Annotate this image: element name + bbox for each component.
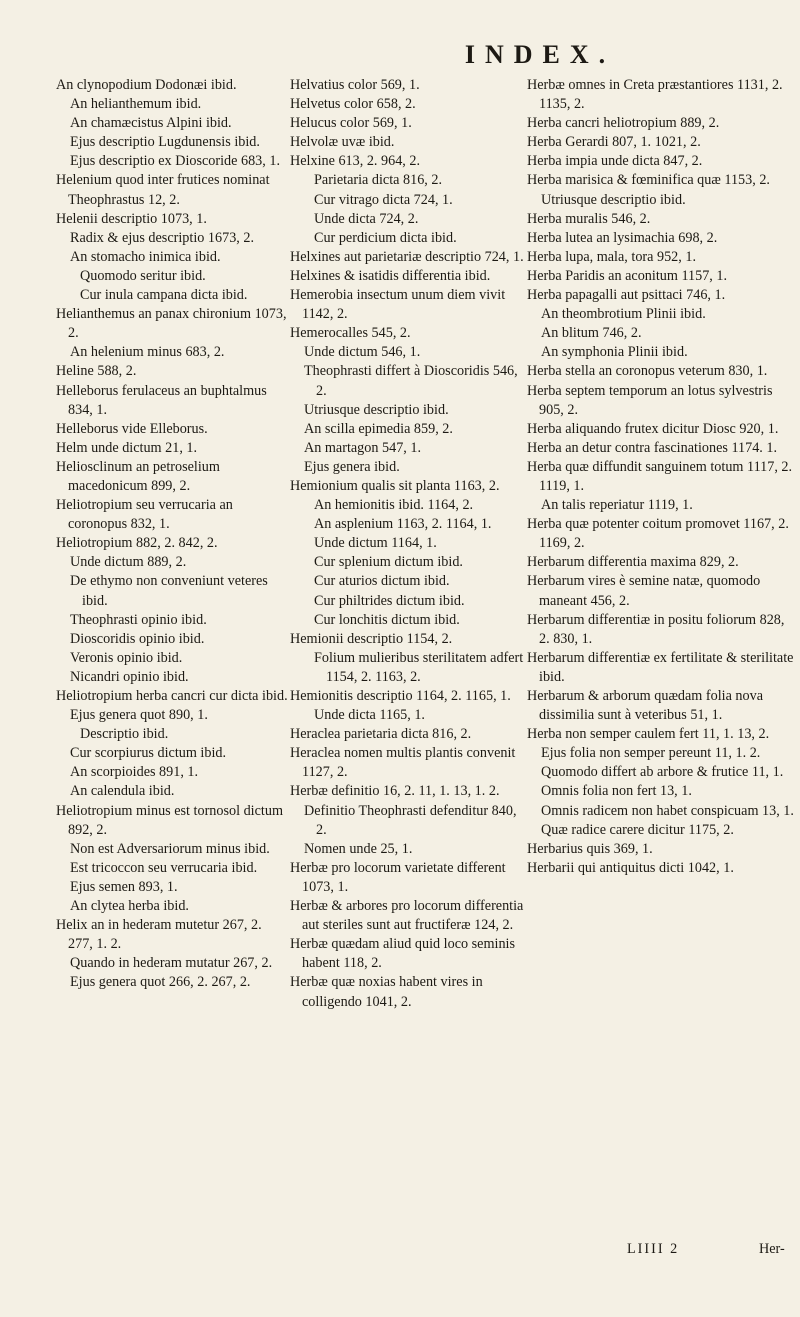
index-entry: Helucus color 569, 1. <box>290 115 412 132</box>
index-entry: Herba cancri heliotropium 889, 2. <box>527 115 720 132</box>
index-entry: An talis reperiatur 1119, 1. <box>541 497 693 514</box>
index-entry: An chamæcistus Alpini ibid. <box>70 115 232 132</box>
index-entry: Cur inula campana dicta ibid. <box>80 287 248 304</box>
index-entry: Helxines aut parietariæ descriptio 724, 1. <box>290 248 524 265</box>
page-title: INDEX. <box>464 40 616 69</box>
index-column-right <box>527 76 795 878</box>
index-entry: Herba an detur contra fascinationes 1174. 1. <box>527 439 778 456</box>
index-entry: An martagon 547, 1. <box>304 439 422 456</box>
index-entry: An symphonia Plinii ibid. <box>541 344 688 361</box>
index-entry: Heliotropium 882, 2. 842, 2. <box>56 535 218 552</box>
index-entry: Hemerocalles 545, 2. <box>290 325 411 342</box>
index-entry: Herba aliquando frutex dicitur Diosc 920, 1. <box>527 420 779 437</box>
index-entry: Helenii descriptio 1073, 1. <box>56 210 207 227</box>
index-column-left <box>56 76 288 993</box>
index-entry: Herba quæ potenter coitum promovet 1167, 2. 1169, 2. <box>527 516 789 552</box>
index-entry: Ejus descriptio Lugdunensis ibid. <box>70 134 260 151</box>
index-entry: Herba Gerardi 807, 1. 1021, 2. <box>527 134 701 151</box>
index-entry: Ejus genera quot 890, 1. <box>70 707 208 724</box>
index-entry: Hemionitis descriptio 1164, 2. 1165, 1. <box>290 688 511 704</box>
index-entry: Helenium quod inter frutices nominat Theophrastus 12, 2. <box>56 172 270 208</box>
index-entry: An hemionitis ibid. 1164, 2. <box>314 497 474 514</box>
index-entry: Herba impia unde dicta 847, 2. <box>527 153 703 170</box>
index-entry: Herbarum differentiæ ex fertilitate & sterilitate ibid. <box>527 649 794 685</box>
index-entry: Nomen unde 25, 1. <box>304 840 413 857</box>
index-entry: Helvolæ uvæ ibid. <box>290 134 395 151</box>
index-entry: Heliosclinum an petroselium macedonicum 899, 2. <box>56 458 220 494</box>
index-entry: Herbarum vires è semine natæ, quomodo maneant 456, 2. <box>527 573 761 609</box>
index-entry: Hemerobia insectum unum diem vivit 1142, 2. <box>290 287 506 323</box>
index-entry: Folium mulieribus sterilitatem adfert 1154, 2. 1163, 2. <box>314 649 524 685</box>
index-entry: Herba non semper caulem fert 11, 1. 13, 2. <box>527 726 770 743</box>
index-entry: Herba marisica & fœminifica quæ 1153, 2. <box>527 172 770 189</box>
index-entry: An helianthemum ibid. <box>70 96 202 113</box>
index-entry: Omnis folia non fert 13, 1. <box>541 783 692 800</box>
index-entry: Unde dictum 889, 2. <box>70 554 187 571</box>
index-entry: Unde dictum 546, 1. <box>304 344 421 361</box>
index-entry: Heraclea parietaria dicta 816, 2. <box>290 726 472 743</box>
index-entry: Ejus descriptio ex Dioscoride 683, 1. <box>70 153 281 170</box>
index-entry: Cur splenium dictum ibid. <box>314 554 463 571</box>
index-entry: Herbæ omnes in Creta præstantiores 1131, 2. 1135, 2. <box>527 77 783 113</box>
index-entry: Herbæ pro locorum varietate different 1073, 1. <box>290 859 506 895</box>
index-entry: Cur vitrago dicta 724, 1. <box>314 191 453 208</box>
index-column-middle <box>290 76 524 1012</box>
index-entry: An scilla epimedia 859, 2. <box>304 420 453 437</box>
index-entry: Herba lupa, mala, tora 952, 1. <box>527 248 697 265</box>
index-entry: Unde dicta 1165, 1. <box>314 707 425 724</box>
index-entry: Descriptio ibid. <box>80 726 169 743</box>
index-entry: Utriusque descriptio ibid. <box>304 401 449 418</box>
index-entry: Herbarii qui antiquitus dicti 1042, 1. <box>527 859 734 876</box>
index-entry: Radix & ejus descriptio 1673, 2. <box>70 229 255 246</box>
index-entry: An clynopodium Dodonæi ibid. <box>56 77 237 93</box>
index-entry: Non est Adversariorum minus ibid. <box>70 840 270 857</box>
index-entry: Helvatius color 569, 1. <box>290 77 420 93</box>
index-entry: Helxines & isatidis differentia ibid. <box>290 267 491 284</box>
index-entry: Helianthemus an panax chironium 1073, 2. <box>56 306 287 342</box>
index-entry: Omnis radicem non habet conspicuam 13, 1. <box>541 802 794 819</box>
index-entry: Quando in hederam mutatur 267, 2. <box>70 955 273 972</box>
index-entry: Herbarum differentia maxima 829, 2. <box>527 554 739 571</box>
index-entry: An stomacho inimica ibid. <box>70 248 221 265</box>
index-entry: Herba lutea an lysimachia 698, 2. <box>527 229 718 246</box>
index-entry: Helleborus ferulaceus an buphtalmus 834, 1. <box>56 382 267 418</box>
index-entry: Heliotropium minus est tornosol dictum 892, 2. <box>56 802 283 838</box>
index-entry: Nicandri opinio ibid. <box>70 668 189 685</box>
index-entry: Helleborus vide Elleborus. <box>56 420 208 437</box>
index-entry: Herba papagalli aut psittaci 746, 1. <box>527 287 726 304</box>
index-entry: Herba muralis 546, 2. <box>527 210 651 227</box>
index-entry: Herbarius quis 369, 1. <box>527 840 653 857</box>
index-entry: Herba quæ diffundit sanguinem totum 1117, 2. 1119, 1. <box>527 458 793 494</box>
index-entry: An theombrotium Plinii ibid. <box>541 306 706 323</box>
index-entry: Heliotropium seu verrucaria an coronopus 832, 1. <box>56 497 233 533</box>
index-entry: Definitio Theophrasti defenditur 840, 2. <box>304 802 517 838</box>
index-entry: Quomodo seritur ibid. <box>80 267 206 284</box>
index-entry: Ejus genera ibid. <box>304 458 400 475</box>
index-entry: Unde dicta 724, 2. <box>314 210 419 227</box>
index-entry: Cur scorpiurus dictum ibid. <box>70 745 227 762</box>
index-entry: Unde dictum 1164, 1. <box>314 535 437 552</box>
index-entry: An clytea herba ibid. <box>70 898 189 915</box>
index-entry: Herbarum differentiæ in positu foliorum 828, 2. 830, 1. <box>527 611 785 647</box>
index-entry: Cur philtrides dictum ibid. <box>314 592 465 609</box>
index-entry: Heline 588, 2. <box>56 363 137 380</box>
index-entry: Herbæ quædam aliud quid loco seminis habent 118, 2. <box>290 936 516 972</box>
index-entry: Veronis opinio ibid. <box>70 649 183 666</box>
index-entry: Herbæ quæ noxias habent vires in colligendo 1041, 2. <box>290 974 483 1010</box>
index-entry: Est tricoccon seu verrucaria ibid. <box>70 859 258 876</box>
index-entry: An blitum 746, 2. <box>541 325 642 342</box>
index-entry: Ejus genera quot 266, 2. 267, 2. <box>70 974 251 991</box>
index-entry: Heraclea nomen multis plantis convenit 1127, 2. <box>290 745 516 781</box>
index-entry: Cur lonchitis dictum ibid. <box>314 611 460 628</box>
catchword: Her- <box>759 1241 785 1257</box>
index-entry: An helenium minus 683, 2. <box>70 344 225 361</box>
index-entry: Quæ radice carere dicitur 1175, 2. <box>541 821 734 838</box>
index-entry: De ethymo non conveniunt veteres ibid. <box>70 573 268 609</box>
index-entry: Herba septem temporum an lotus sylvestris 905, 2. <box>527 382 773 418</box>
index-entry: Utriusque descriptio ibid. <box>541 191 686 208</box>
signature-mark: LIIII 2 <box>627 1241 680 1257</box>
index-entry: Herba stella an coronopus veterum 830, 1. <box>527 363 768 380</box>
index-entry: Theophrasti opinio ibid. <box>70 611 207 628</box>
index-entry: Ejus semen 893, 1. <box>70 878 178 895</box>
page-header <box>0 40 800 70</box>
index-entry: Helxine 613, 2. 964, 2. <box>290 153 421 170</box>
index-entry: Helm unde dictum 21, 1. <box>56 439 198 456</box>
index-entry: An asplenium 1163, 2. 1164, 1. <box>314 516 492 533</box>
index-entry: Hemionii descriptio 1154, 2. <box>290 630 453 647</box>
index-entry: Dioscoridis opinio ibid. <box>70 630 205 647</box>
index-entry: Cur aturios dictum ibid. <box>314 573 450 590</box>
index-entry: Herbæ definitio 16, 2. 11, 1. 13, 1. 2. <box>290 783 500 800</box>
index-entry: Herbarum & arborum quædam folia nova dissimilia sunt à veteribus 51, 1. <box>527 688 763 724</box>
index-entry: Helvetus color 658, 2. <box>290 96 416 113</box>
index-entry: Ejus folia non semper pereunt 11, 1. 2. <box>541 745 761 762</box>
index-entry: Herba Paridis an aconitum 1157, 1. <box>527 267 728 284</box>
index-entry: Parietaria dicta 816, 2. <box>314 172 443 189</box>
index-entry: Herbæ & arbores pro locorum differentia aut steriles sunt aut fructiferæ 124, 2. <box>290 898 524 934</box>
index-entry: An scorpioides 891, 1. <box>70 764 199 781</box>
index-entry: Heliotropium herba cancri cur dicta ibid. <box>56 688 288 704</box>
index-entry: An calendula ibid. <box>70 783 175 800</box>
index-entry: Quomodo differt ab arbore & frutice 11, 1. <box>541 764 784 781</box>
index-entry: Theophrasti differt à Dioscoridis 546, 2. <box>304 363 518 399</box>
index-entry: Hemionium qualis sit planta 1163, 2. <box>290 477 500 494</box>
index-entry: Cur perdicium dicta ibid. <box>314 229 457 246</box>
index-entry: Helix an in hederam mutetur 267, 2. 277, 1. 2. <box>56 917 262 953</box>
